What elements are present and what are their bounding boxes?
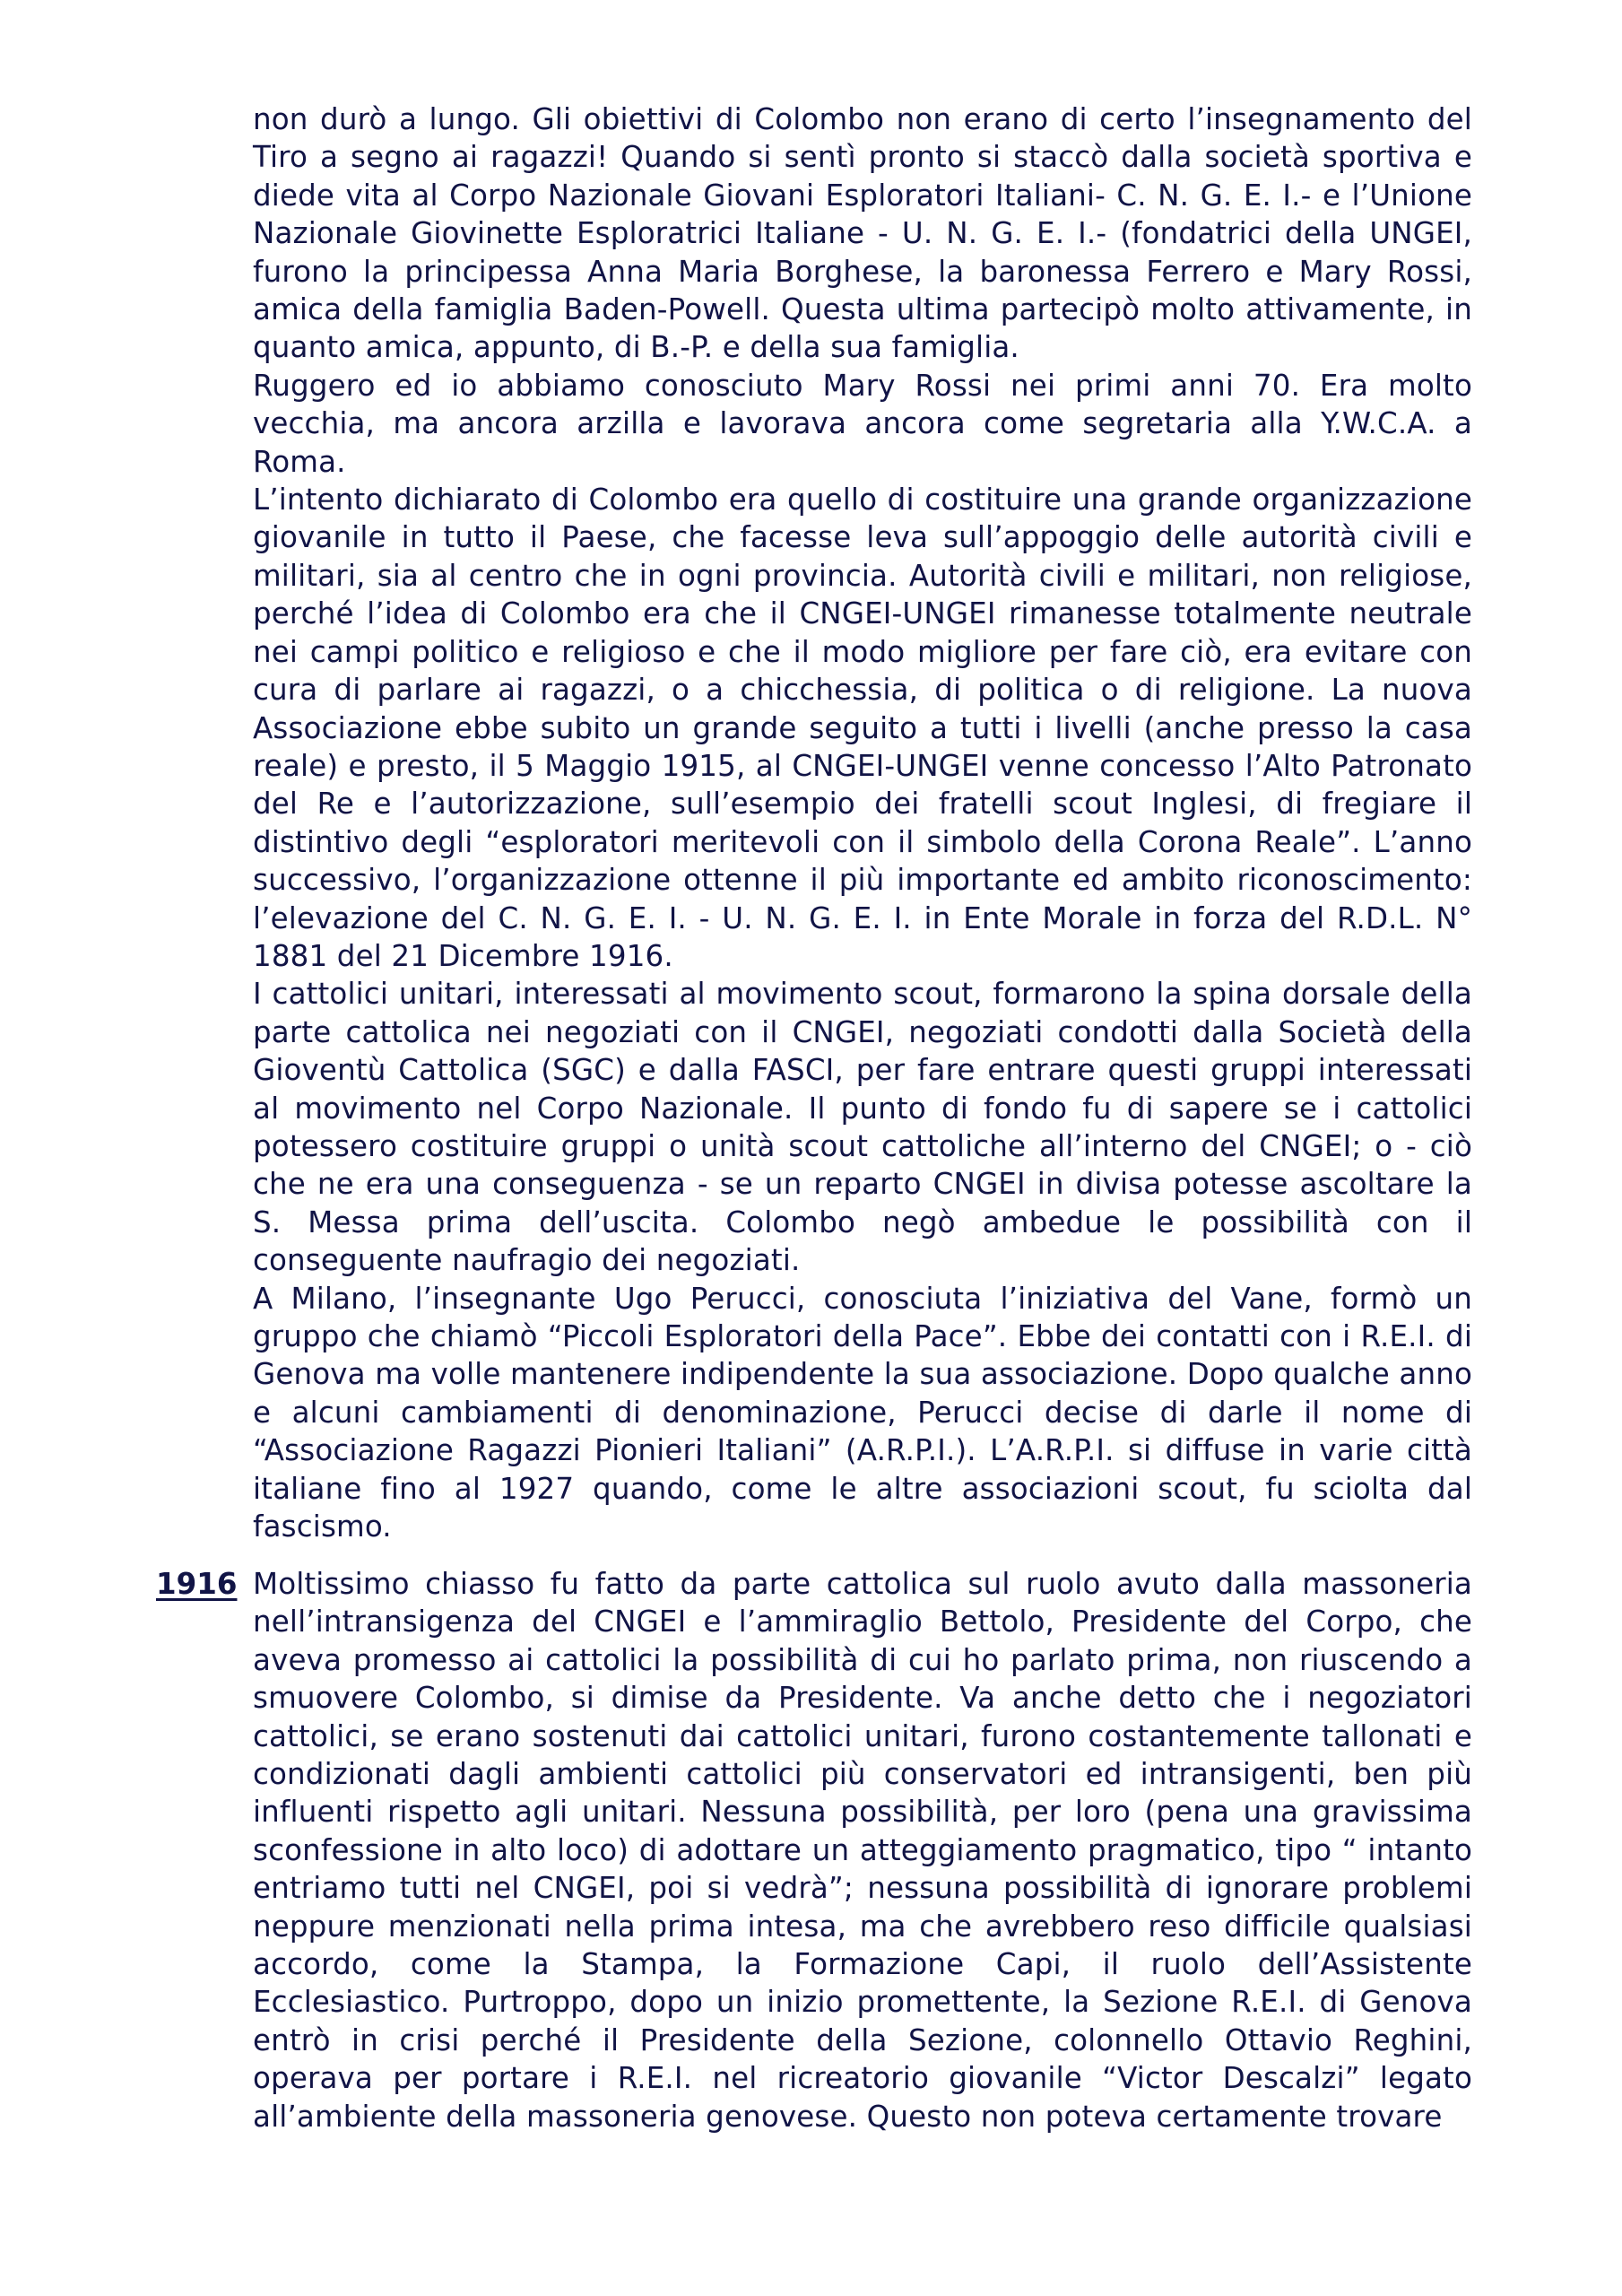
body-text-section-1916 <box>253 1565 1472 2135</box>
paragraph-intento-colombo: L’intento dichiarato di Colombo era quello di costituire una grande organizzazione giovanile in tutto il Paese, che facesse leva sull’appoggio delle autorità civili e militari, sia al centro che in ogni provincia. Autorità civili e militari, non religiose, perché l’idea di Colombo era che il CNGEI-UNGEI rimanesse totalmente neutrale nei campi politico e religioso e che il modo migliore per fare ciò, era evitare con cura di parlare ai ragazzi, o a chicchessia, di politica o di religione. La nuova Associazione ebbe subito un grande seguito a tutti i livelli (anche presso la casa reale) e presto, il 5 Maggio 1915, al CNGEI-UNGEI venne concesso l’Alto Patronato del Re e l’autorizzazione, sull’esempio dei fratelli scout Inglesi, di fregiare il distintivo degli “esploratori meritevoli con il simbolo della Corona Reale”. L’anno successivo, l’organizzazione ottenne il più importante ed ambito riconoscimento: l’elevazione del C. N. G. E. I. - U. N. G. E. I. in Ente Morale in forza del R.D.L. N° 1881 del 21 Dicembre 1916. <box>253 483 1472 973</box>
paragraph-massoneria: Moltissimo chiasso fu fatto da parte cattolica sul ruolo avuto dalla massoneria nell’intransigenza del CNGEI e l’ammiraglio Bettolo, Presidente del Corpo, che aveva promesso ai cattolici la possibilità di cui ho parlato prima, non riuscendo a smuovere Colombo, si dimise da Presidente. Va anche detto che i negoziatori cattolici, se erano sostenuti dai cattolici unitari, furono costantemente tallonati e condizionati dagli ambienti cattolici più conservatori ed intransigenti, ben più influenti rispetto agli unitari. Nessuna possibilità, per loro (pena una gravissima sconfessione in alto loco) di adottare un atteggiamento pragmatico, tipo “ intanto entriamo tutti nel CNGEI, poi si vedrà”; nessuna possibilità di ignorare problemi neppure menzionati nella prima intesa, ma che avrebbero reso difficile qualsiasi accordo, come la Stampa, la Formazione Capi, il ruolo dell’Assistente Ecclesiastico. Purtroppo, dopo un inizio promettente, la Sezione R.E.I. di Genova entrò in crisi perché il Presidente della Sezione, colonnello Ottavio Reghini, operava per portare i R.E.I. nel ricreatorio giovanile “Victor Descalzi” legato all’ambiente della massoneria genovese. Questo non poteva certamente trovare <box>253 1567 1472 2134</box>
paragraph-milano-perucci: A Milano, l’insegnante Ugo Perucci, conosciuta l’iniziativa del Vane, formò un gruppo che chiamò “Piccoli Esploratori della Pace”. Ebbe dei contatti con i R.E.I. di Genova ma volle mantenere indipendente la sua associazione. Dopo qualche anno e alcuni cambiamenti di denominazione, Perucci decise di darle il nome di “Associazione Ragazzi Pionieri Italiani” (A.R.P.I.). L’A.R.P.I. si diffuse in varie città italiane fino al 1927 quando, come le altre associazioni scout, fu sciolta dal fascismo. <box>253 1281 1472 1544</box>
body-text-section <box>253 100 1472 1545</box>
year-heading-1916: 1916 <box>156 1567 238 1601</box>
paragraph-cattolici-unitari: I cattolici unitari, interessati al movimento scout, formarono la spina dorsale della parte cattolica nei negoziati con il CNGEI, negoziati condotti dalla Società della Gioventù Cattolica (SGC) e dalla FASCI, per fare entrare questi gruppi interessati al movimento nel Corpo Nazionale. Il punto di fondo fu di sapere se i cattolici potessero costituire gruppi o unità scout cattoliche all’interno del CNGEI; o - ciò che ne era una conseguenza - se un reparto CNGEI in divisa potesse ascoltare la S. Messa prima dell’uscita. Colombo negò ambedue le possibilità con il conseguente naufragio dei negoziati. <box>253 977 1472 1278</box>
paragraph-mary-rossi: Ruggero ed io abbiamo conosciuto Mary Rossi nei primi anni 70. Era molto vecchia, ma ancora arzilla e lavorava ancora come segretaria alla Y.W.C.A. a Roma. <box>253 368 1472 479</box>
paragraph-corpo-nazionale: non durò a lungo. Gli obiettivi di Colombo non erano di certo l’insegnamento del Tiro a segno ai ragazzi! Quando si sentì pronto si staccò dalla società sportiva e diede vita al Corpo Nazionale Giovani Esploratori Italiani- C. N. G. E. I.- e l’Unione Nazionale Giovinette Esploratrici Italiane - U. N. G. E. I.- (fondatrici della UNGEI, furono la principessa Anna Maria Borghese, la baronessa Ferrero e Mary Rossi, amica della famiglia Baden-Powell. Questa ultima partecipò molto attivamente, in quanto amica, appunto, di B.-P. e della sua famiglia. <box>253 102 1472 365</box>
